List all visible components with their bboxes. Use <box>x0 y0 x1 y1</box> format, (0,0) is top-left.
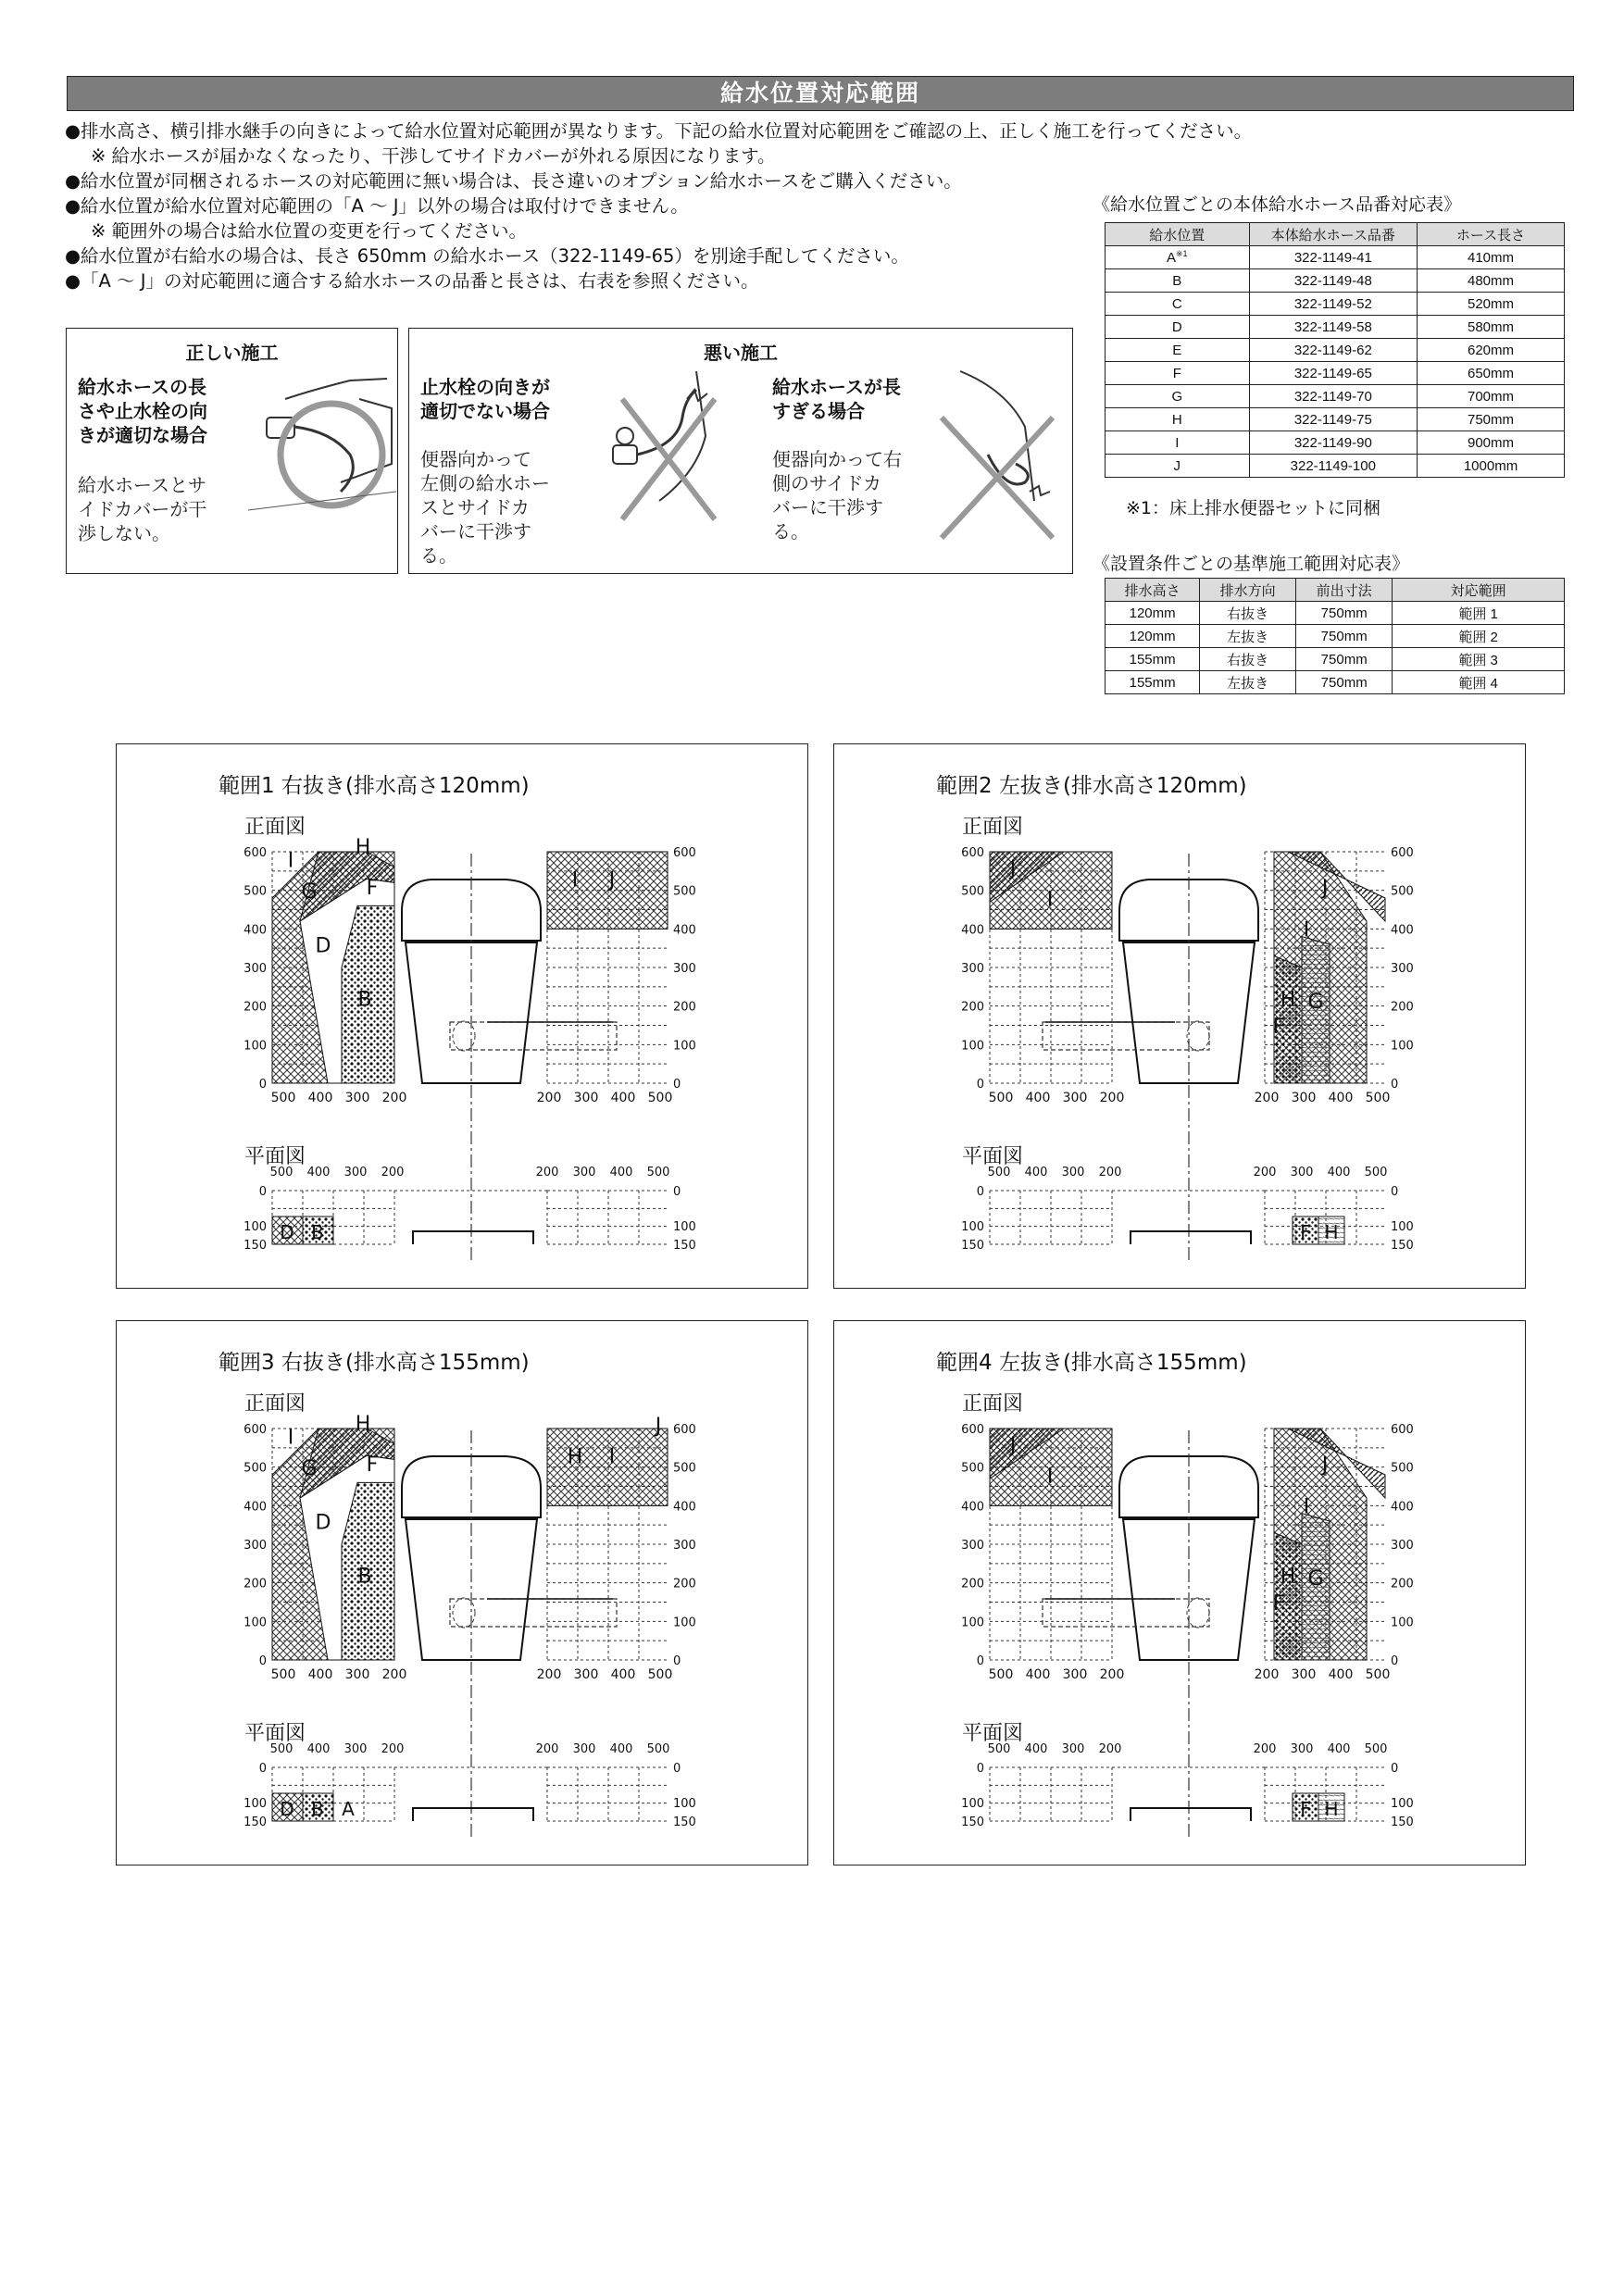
bad-install-title: 悪い施工 <box>704 342 778 364</box>
y-tick-label: 200 <box>1391 1577 1414 1591</box>
zone-area <box>547 1429 668 1505</box>
zone-letter: I <box>1046 888 1054 912</box>
x-tick-label: 300 <box>1062 1667 1088 1682</box>
x-tick-label: 300 <box>572 1742 596 1756</box>
table-header-row: 排水高さ 排水方向 前出寸法 対応範囲 <box>1106 579 1565 602</box>
x-tick-label: 200 <box>1099 1091 1125 1105</box>
zone-letter: J <box>1009 857 1017 880</box>
y-tick-label: 100 <box>961 1797 984 1811</box>
zone-letter: H <box>355 1413 371 1437</box>
x-tick-label: 500 <box>270 1667 296 1682</box>
diagram-svg <box>834 744 1525 1288</box>
bad-hose-illustration <box>923 362 1071 566</box>
x-tick-label: 500 <box>270 1091 296 1105</box>
x-tick-label: 300 <box>1290 1742 1314 1756</box>
y-tick-label: 0 <box>976 1654 984 1668</box>
toilet-plan <box>1131 1231 1251 1244</box>
x-tick-label: 200 <box>536 1091 562 1105</box>
x-tick-label: 500 <box>987 1742 1011 1756</box>
diagram-title: 範囲3 右抜き(排水高さ155mm) <box>219 1351 530 1375</box>
zone-letter: H <box>567 1445 583 1469</box>
y-tick-label: 0 <box>1391 1078 1399 1092</box>
y-tick-label: 500 <box>1391 884 1414 899</box>
y-tick-label: 150 <box>1391 1816 1414 1829</box>
x-tick-label: 200 <box>535 1166 559 1179</box>
y-tick-label: 200 <box>244 1000 267 1015</box>
range-3-diagram <box>116 1320 808 1866</box>
plan-view-label: 平面図 <box>962 1145 1024 1168</box>
zone-letter: D <box>315 934 331 958</box>
x-tick-label: 500 <box>647 1091 673 1105</box>
table-row: 155mm 左抜き 750mm 範囲 4 <box>1106 671 1565 694</box>
zone-letter: F <box>1272 1591 1285 1616</box>
y-tick-label: 600 <box>244 846 267 860</box>
x-tick-label: 200 <box>381 1742 405 1756</box>
x-tick-label: 300 <box>573 1667 599 1682</box>
y-tick-label: 500 <box>244 1461 267 1476</box>
hose-table-caption: 《給水位置ごとの本体給水ホース品番対応表》 <box>1093 194 1462 215</box>
y-tick-label: 600 <box>1391 1423 1414 1437</box>
zone-letter: F <box>366 1453 379 1477</box>
x-tick-label: 200 <box>1254 1667 1280 1682</box>
x-tick-label: 400 <box>1024 1166 1048 1179</box>
y-tick-label: 100 <box>673 1039 696 1054</box>
x-tick-label: 200 <box>381 1166 405 1179</box>
y-tick-label: 400 <box>961 1500 984 1515</box>
y-tick-label: 600 <box>961 846 984 860</box>
y-tick-label: 150 <box>961 1239 984 1253</box>
x-tick-label: 400 <box>1327 1166 1351 1179</box>
zone-letter: F <box>1300 1221 1311 1243</box>
table-row: 120mm 左抜き 750mm 範囲 2 <box>1106 625 1565 648</box>
y-tick-label: 150 <box>673 1816 696 1829</box>
diagram-title: 範囲4 左抜き(排水高さ155mm) <box>936 1351 1247 1375</box>
x-tick-label: 300 <box>344 1091 370 1105</box>
x-tick-label: 300 <box>344 1742 368 1756</box>
diagram-title: 範囲2 左抜き(排水高さ120mm) <box>936 774 1247 798</box>
y-tick-label: 300 <box>1391 962 1414 976</box>
zone-area <box>547 852 668 929</box>
hose-table-footnote: ※1：床上排水便器セットに同梱 <box>1126 498 1381 518</box>
y-tick-label: 100 <box>673 1220 696 1234</box>
y-tick-label: 400 <box>244 923 267 938</box>
y-tick-label: 100 <box>244 1039 267 1054</box>
y-tick-label: 200 <box>673 1577 696 1591</box>
note-item: ●給水位置が同梱されるホースの対応範囲に無い場合は、長さ違いのオプション給水ホースをご購入ください。 <box>65 170 962 192</box>
page-title: 給水位置対応範囲 <box>719 80 920 106</box>
x-tick-label: 200 <box>1098 1166 1122 1179</box>
y-tick-label: 100 <box>961 1616 984 1630</box>
zone-letter: B <box>357 988 372 1012</box>
y-tick-label: 500 <box>961 1461 984 1476</box>
y-tick-label: 600 <box>673 846 696 860</box>
x-tick-label: 400 <box>609 1166 633 1179</box>
y-tick-label: 600 <box>244 1423 267 1437</box>
bad-case-valve: 止水栓の向きが 適切でない場合 <box>420 376 550 422</box>
hose-table <box>1105 222 1565 478</box>
zone-letter: I <box>287 849 294 873</box>
zone-letter: I <box>571 868 579 892</box>
x-tick-label: 200 <box>535 1742 559 1756</box>
section-title-bar <box>67 76 1574 111</box>
x-tick-label: 500 <box>269 1166 294 1179</box>
table-row: 155mm 右抜き 750mm 範囲 3 <box>1106 648 1565 671</box>
y-tick-label: 300 <box>961 962 984 976</box>
table-row: 120mm 右抜き 750mm 範囲 1 <box>1106 602 1565 625</box>
note-item: ※ 給水ホースが届かなくなったり、干渉してサイドカバーが外れる原因になります。 <box>91 145 776 167</box>
y-tick-label: 150 <box>244 1239 267 1253</box>
y-tick-label: 600 <box>673 1423 696 1437</box>
diagram-svg <box>834 1321 1525 1865</box>
zone-letter: F <box>1272 1015 1285 1039</box>
x-tick-label: 300 <box>1061 1166 1085 1179</box>
good-install-illustration <box>248 362 396 571</box>
plan-view-label: 平面図 <box>962 1722 1024 1745</box>
x-tick-label: 500 <box>987 1166 1011 1179</box>
x-tick-label: 400 <box>1024 1742 1048 1756</box>
x-tick-label: 400 <box>307 1667 333 1682</box>
y-tick-label: 600 <box>1391 846 1414 860</box>
zone-letter: H <box>1280 1565 1296 1589</box>
y-tick-label: 0 <box>1391 1762 1399 1776</box>
zone-letter: I <box>1046 1465 1054 1489</box>
good-install-case: 給水ホースの長 さや止水栓の向 きが適切な場合 <box>78 376 207 446</box>
x-tick-label: 200 <box>536 1667 562 1682</box>
y-tick-label: 0 <box>673 1078 681 1092</box>
toilet-plan <box>413 1808 533 1821</box>
table-row: E 322-1149-62 620mm <box>1106 339 1565 362</box>
front-view-label: 正面図 <box>244 816 306 839</box>
y-tick-label: 150 <box>244 1816 267 1829</box>
zone-letter: B <box>311 1221 324 1243</box>
x-tick-label: 500 <box>1365 1667 1391 1682</box>
x-tick-label: 200 <box>381 1667 407 1682</box>
note-item: ●給水位置が給水位置対応範囲の「A ～ J」以外の場合は取付けできません。 <box>65 195 689 217</box>
y-tick-label: 300 <box>673 1539 696 1553</box>
zone-letter: J <box>1321 876 1329 900</box>
x-tick-label: 300 <box>344 1166 368 1179</box>
x-tick-label: 500 <box>646 1166 670 1179</box>
x-tick-label: 300 <box>1062 1091 1088 1105</box>
y-tick-label: 100 <box>1391 1616 1414 1630</box>
y-tick-label: 100 <box>961 1039 984 1054</box>
note-item: ●「A ～ J」の対応範囲に適合する給水ホースの品番と長さは、右表を参照ください。 <box>65 270 759 292</box>
x-tick-label: 400 <box>610 1667 636 1682</box>
table-row: D 322-1149-58 580mm <box>1106 316 1565 339</box>
y-tick-label: 500 <box>244 884 267 899</box>
x-tick-label: 300 <box>1291 1667 1317 1682</box>
y-tick-label: 0 <box>976 1185 984 1199</box>
zone-letter: F <box>1300 1798 1311 1820</box>
x-tick-label: 500 <box>646 1742 670 1756</box>
zone-letter: G <box>301 1457 318 1480</box>
y-tick-label: 0 <box>258 1185 267 1199</box>
y-tick-label: 100 <box>1391 1797 1414 1811</box>
x-tick-label: 200 <box>1253 1166 1277 1179</box>
front-view-label: 正面図 <box>962 816 1024 839</box>
y-tick-label: 500 <box>673 1461 696 1476</box>
y-tick-label: 200 <box>961 1577 984 1591</box>
y-tick-label: 0 <box>976 1762 984 1776</box>
range-4-diagram <box>833 1320 1526 1866</box>
good-install-panel <box>66 328 398 574</box>
y-tick-label: 300 <box>244 1539 267 1553</box>
toilet-plan <box>413 1231 533 1244</box>
x-tick-label: 500 <box>1364 1166 1388 1179</box>
y-tick-label: 200 <box>244 1577 267 1591</box>
x-tick-label: 200 <box>381 1091 407 1105</box>
x-tick-label: 200 <box>1098 1742 1122 1756</box>
y-tick-label: 200 <box>673 1000 696 1015</box>
x-tick-label: 500 <box>1364 1742 1388 1756</box>
zone-letter: I <box>1303 1495 1310 1519</box>
x-tick-label: 400 <box>1328 1667 1354 1682</box>
zone-letter: J <box>1321 1453 1329 1477</box>
bad-install-panel <box>408 328 1073 574</box>
front-view-label: 正面図 <box>962 1392 1024 1416</box>
x-tick-label: 300 <box>572 1166 596 1179</box>
zone-letter: J <box>1009 1434 1017 1457</box>
note-item: ※ 範囲外の場合は給水位置の変更を行ってください。 <box>91 220 528 242</box>
zone-letter: H <box>1324 1798 1339 1820</box>
zone-letter: H <box>1324 1221 1339 1243</box>
y-tick-label: 400 <box>244 1500 267 1515</box>
x-tick-label: 400 <box>306 1742 331 1756</box>
x-tick-label: 400 <box>306 1166 331 1179</box>
plan-view-label: 平面図 <box>244 1145 306 1168</box>
note-item: ●排水高さ、横引排水継手の向きによって給水位置対応範囲が異なります。下記の給水位置対応範囲をご確認の上、正しく施工を行ってください。 <box>65 120 1253 142</box>
zone-letter: I <box>287 1426 294 1450</box>
zone-letter: I <box>1303 918 1310 942</box>
x-tick-label: 500 <box>1365 1091 1391 1105</box>
zone-letter: H <box>355 836 371 860</box>
y-tick-label: 100 <box>244 1616 267 1630</box>
zone-letter: F <box>366 876 379 900</box>
x-tick-label: 400 <box>1025 1667 1051 1682</box>
x-tick-label: 400 <box>1025 1091 1051 1105</box>
y-tick-label: 300 <box>244 962 267 976</box>
table-row: B 322-1149-48 480mm <box>1106 269 1565 293</box>
y-tick-label: 100 <box>1391 1220 1414 1234</box>
y-tick-label: 150 <box>1391 1239 1414 1253</box>
zone-letter: G <box>1307 1566 1324 1591</box>
x-tick-label: 200 <box>1099 1667 1125 1682</box>
zone-letter: I <box>608 1445 616 1469</box>
x-tick-label: 500 <box>988 1091 1014 1105</box>
table-row: H 322-1149-75 750mm <box>1106 408 1565 431</box>
table-row: J 322-1149-100 1000mm <box>1106 455 1565 478</box>
x-tick-label: 300 <box>573 1091 599 1105</box>
y-tick-label: 0 <box>673 1185 681 1199</box>
x-tick-label: 400 <box>1327 1742 1351 1756</box>
y-tick-label: 300 <box>961 1539 984 1553</box>
y-tick-label: 150 <box>673 1239 696 1253</box>
x-tick-label: 200 <box>1253 1742 1277 1756</box>
x-tick-label: 300 <box>1290 1166 1314 1179</box>
zone-letter: D <box>315 1511 331 1535</box>
y-tick-label: 500 <box>673 884 696 899</box>
x-tick-label: 200 <box>1254 1091 1280 1105</box>
zone-letter: D <box>280 1798 294 1820</box>
plan-view-label: 平面図 <box>244 1722 306 1745</box>
y-tick-label: 100 <box>673 1616 696 1630</box>
bad-case-hose: 給水ホースが長 すぎる場合 <box>772 376 901 422</box>
bad-case-hose-desc: 便器向かって右 側のサイドカ バーに干渉す る。 <box>772 448 902 543</box>
diagram-title: 範囲1 右抜き(排水高さ120mm) <box>219 774 530 798</box>
zone-letter: J <box>655 1415 662 1439</box>
y-tick-label: 100 <box>244 1797 267 1811</box>
zone-letter: G <box>1307 990 1324 1014</box>
table-row: G 322-1149-70 700mm <box>1106 385 1565 408</box>
y-tick-label: 200 <box>1391 1000 1414 1015</box>
y-tick-label: 100 <box>1391 1039 1414 1054</box>
diagram-svg <box>117 744 807 1288</box>
y-tick-label: 0 <box>1391 1654 1399 1668</box>
y-tick-label: 600 <box>961 1423 984 1437</box>
range-table-caption: 《設置条件ごとの基準施工範囲対応表》 <box>1093 554 1410 574</box>
range-1-diagram <box>116 743 808 1289</box>
x-tick-label: 400 <box>307 1091 333 1105</box>
zone-letter: D <box>280 1221 294 1243</box>
y-tick-label: 400 <box>673 1500 696 1515</box>
bad-case-valve-desc: 便器向かって 左側の給水ホー スとサイドカ バーに干渉す る。 <box>420 448 550 567</box>
y-tick-label: 0 <box>258 1654 267 1668</box>
range-2-diagram <box>833 743 1526 1289</box>
table-row: F 322-1149-65 650mm <box>1106 362 1565 385</box>
y-tick-label: 400 <box>1391 1500 1414 1515</box>
x-tick-label: 300 <box>1291 1091 1317 1105</box>
y-tick-label: 500 <box>1391 1461 1414 1476</box>
x-tick-label: 400 <box>1328 1091 1354 1105</box>
zone-letter: J <box>608 868 616 892</box>
table-row: $A^{※1}$ 322-1149-41 410mm <box>1106 246 1565 269</box>
bad-valve-illustration <box>576 362 743 547</box>
notes-list <box>65 119 1253 293</box>
y-tick-label: 0 <box>673 1654 681 1668</box>
table-row: C 322-1149-52 520mm <box>1106 293 1565 316</box>
y-tick-label: 400 <box>673 923 696 938</box>
y-tick-label: 0 <box>976 1078 984 1092</box>
toilet-plan <box>1131 1808 1251 1821</box>
y-tick-label: 400 <box>961 923 984 938</box>
zone-letter: B <box>357 1565 372 1589</box>
x-tick-label: 300 <box>344 1667 370 1682</box>
y-tick-label: 0 <box>673 1762 681 1776</box>
x-tick-label: 500 <box>647 1667 673 1682</box>
zone-letter: H <box>1280 988 1296 1012</box>
x-tick-label: 300 <box>1061 1742 1085 1756</box>
x-tick-label: 400 <box>610 1091 636 1105</box>
zone-letter: G <box>301 880 318 904</box>
x-tick-label: 500 <box>269 1742 294 1756</box>
diagram-svg <box>117 1321 807 1865</box>
y-tick-label: 200 <box>961 1000 984 1015</box>
y-tick-label: 100 <box>961 1220 984 1234</box>
y-tick-label: 0 <box>258 1078 267 1092</box>
y-tick-label: 0 <box>258 1762 267 1776</box>
good-install-title: 正しい施工 <box>185 342 279 364</box>
y-tick-label: 400 <box>1391 923 1414 938</box>
good-install-desc: 給水ホースとサ イドカバーが干 渉しない。 <box>78 474 207 544</box>
zone-letter: A <box>342 1798 355 1820</box>
front-view-label: 正面図 <box>244 1392 306 1416</box>
y-tick-label: 150 <box>961 1816 984 1829</box>
y-tick-label: 100 <box>244 1220 267 1234</box>
y-tick-label: 0 <box>1391 1185 1399 1199</box>
range-table <box>1105 578 1565 694</box>
x-tick-label: 500 <box>988 1667 1014 1682</box>
zone-letter: B <box>311 1798 324 1820</box>
y-tick-label: 500 <box>961 884 984 899</box>
y-tick-label: 100 <box>673 1797 696 1811</box>
x-tick-label: 400 <box>609 1742 633 1756</box>
table-row: I 322-1149-90 900mm <box>1106 431 1565 455</box>
y-tick-label: 300 <box>1391 1539 1414 1553</box>
note-item: ●給水位置が右給水の場合は、長さ 650mm の給水ホース（322-1149-65）を別途手配してください。 <box>65 245 909 267</box>
table-header-row: 給水位置 本体給水ホース品番 ホース長さ <box>1106 223 1565 246</box>
y-tick-label: 300 <box>673 962 696 976</box>
